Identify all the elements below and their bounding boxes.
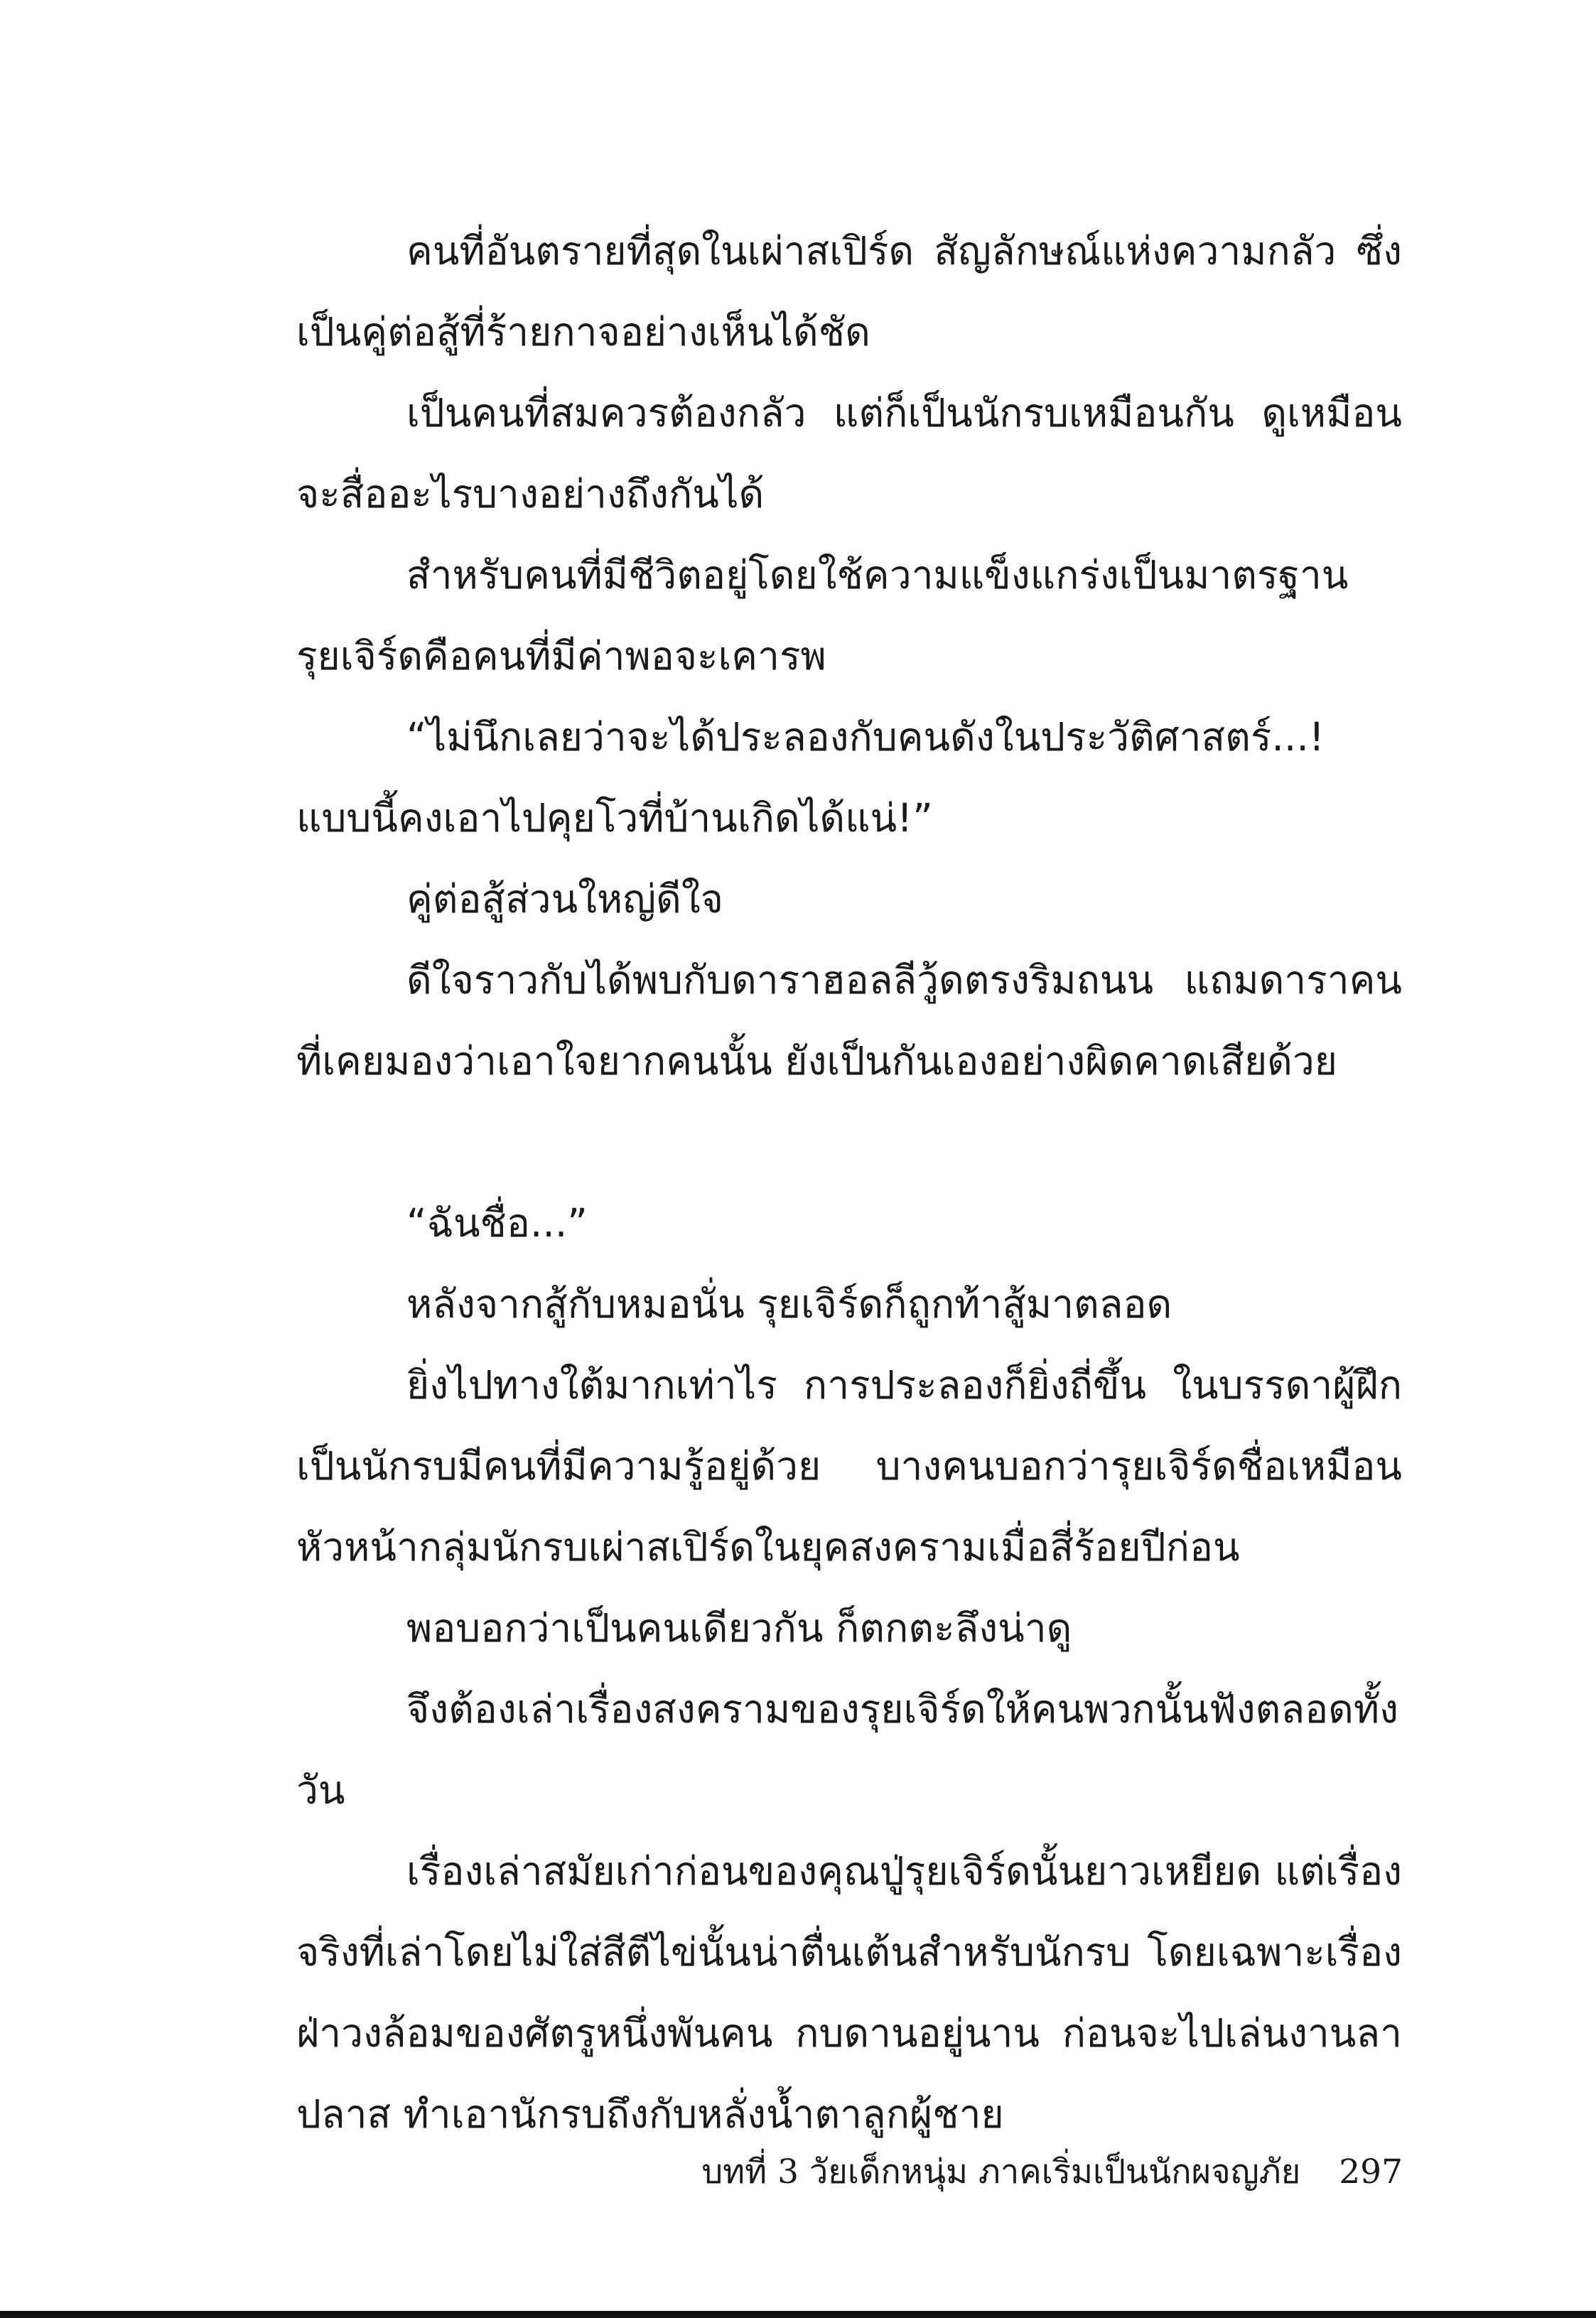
paragraph: คนที่อันตรายที่สุดในเผ่าสเปิร์ด สัญลักษณ์แห่งความกลัว ซึ่งเป็นคู่ต่อสู้ที่ร้ายกาจอย่างเห็นได้ชัด xyxy=(296,228,1402,355)
paragraph: พอบอกว่าเป็นคนเดียวกัน ก็ตกตะลึงน่าดู xyxy=(406,1605,1072,1651)
paragraph: ยิ่งไปทางใต้มากเท่าไร การประลองก็ยิ่งถี่ขึ้น ในบรรดาผู้ฝึกเป็นนักรบมีคนที่มีความรู้อยู่ด้วย บางคนบอกว่ารุยเจิร์ดชื่อเหมือนหัวหน้ากลุ่มนักรบเผ่าสเปิร์ดในยุคสงครามเมื่อสี่ร้อยปีก่อน xyxy=(296,1362,1402,1570)
running-head: บทที่ 3 วัยเด็กหนุ่ม ภาคเริ่มเป็นนักผจญภัย xyxy=(701,2152,1301,2192)
paragraph: “ฉันชื่อ...” xyxy=(406,1200,588,1246)
paragraph: หลังจากสู้กับหมอนั่น รุยเจิร์ดก็ถูกท้าสู้มาตลอด xyxy=(406,1281,1172,1327)
paragraph: จึงต้องเล่าเรื่องสงครามของรุยเจิร์ดให้คนพวกนั้นฟังตลอดทั้งวัน xyxy=(296,1686,1398,1813)
paragraph: คู่ต่อสู้ส่วนใหญ่ดีใจ xyxy=(406,876,723,922)
paragraph: เรื่องเล่าสมัยเก่าก่อนของคุณปู่รุยเจิร์ดนั้นยาวเหยียด แต่เรื่องจริงที่เล่าโดยไม่ใส่สีตีไข่นั้นน่าตื่นเต้นสำหรับนักรบ โดยเฉพาะเรื่องฝ่าวงล้อมของศัตรูหนึ่งพันคน กบดานอยู่นาน ก่อนจะไปเล่นงานลาปลาส ทำเอานักรบถึงกับหลั่งน้ำตาลูกผู้ชาย xyxy=(296,1848,1402,2137)
paragraph: เป็นคนที่สมควรต้องกลัว แต่ก็เป็นนักรบเหมือนกัน ดูเหมือนจะสื่ออะไรบางอย่างถึงกันได้ xyxy=(296,390,1402,517)
paragraph: สำหรับคนที่มีชีวิตอยู่โดยใช้ความแข็งแกร่งเป็นมาตรฐาน รุยเจิร์ดคือคนที่มีค่าพอจะเคารพ xyxy=(296,552,1349,679)
paragraph: “ไม่นึกเลยว่าจะได้ประลองกับคนดังในประวัติศาสตร์...! แบบนี้คงเอาไปคุยโวที่บ้านเกิดได้แน่!” xyxy=(296,714,1325,841)
page-number: 297 xyxy=(1339,2152,1403,2192)
page-footer xyxy=(701,2147,1403,2197)
section-break xyxy=(296,1101,1402,1182)
paragraph: ดีใจราวกับได้พบกับดาราฮอลลีวู้ดตรงริมถนน แถมดาราคนที่เคยมองว่าเอาใจยากคนนั้น ยังเป็นกันเองอย่างผิดคาดเสียด้วย xyxy=(296,957,1402,1084)
bottom-edge-rule xyxy=(0,2311,1596,2318)
page-body xyxy=(296,210,1402,2155)
